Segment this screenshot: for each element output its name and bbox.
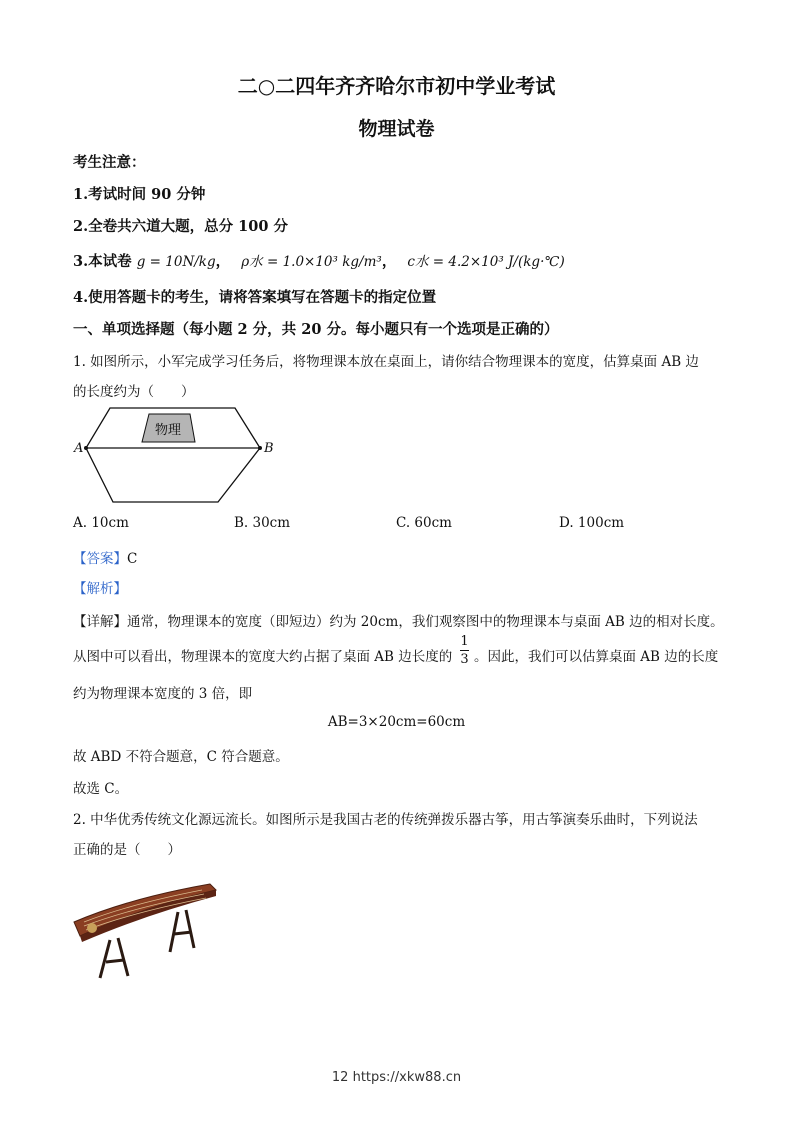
- answer-tag: 【答案】: [73, 551, 127, 567]
- footer: 12 https://xkw88.cn: [331, 1070, 462, 1085]
- conclusion-1: 故 ABD 不符合题意，C 符合题意。: [73, 749, 289, 765]
- book-label: 物理: [154, 423, 182, 438]
- fraction-denominator: 3: [460, 652, 469, 667]
- constant-g: g = 10N/kg: [136, 254, 216, 270]
- detail-line-3: 约为物理课本宽度的 3 倍，即: [73, 686, 253, 702]
- note-item-2: 2.全卷共六道大题，总分 100 分: [73, 218, 288, 235]
- question-2-line-2: 正确的是（ ）: [73, 842, 181, 858]
- note-item-3: 3.本试卷 g = 10N/kg， ρ水 = 1.0×10³ kg/m³， c水 = 4.2×10³ J/(kg·℃): [73, 253, 565, 270]
- conclusion-2: 故选 C。: [73, 781, 129, 797]
- point-a: [84, 446, 88, 450]
- answer-row: [73, 547, 137, 567]
- question-1-line-1: 1. 如图所示，小军完成学习任务后，将物理课本放在桌面上，请你结合物理课本的宽度，估算桌面 AB 边: [73, 354, 699, 370]
- detail-line-2b: 。因此，我们可以估算桌面 AB 边的长度: [474, 649, 719, 665]
- guzheng-image: [70, 878, 222, 988]
- option-c: C. 60cm: [396, 515, 452, 531]
- constant-rho-water: ρ水 = 1.0×10³ kg/m³: [241, 254, 382, 270]
- question-2-line-1: 2. 中华优秀传统文化源远流长。如图所示是我国古老的传统弹拨乐器古筝，用古筝演奏乐曲时，下列说法: [73, 812, 698, 828]
- note-item-4: 4.使用答题卡的考生，请将答案填写在答题卡的指定位置: [73, 289, 437, 306]
- detail-tag: 【详解】: [73, 614, 127, 630]
- analysis-tag: 【解析】: [73, 581, 127, 597]
- section-heading: 一、单项选择题（每小题 2 分，共 20 分。每小题只有一个选项是正确的）: [73, 321, 559, 338]
- subject-title: 物理试卷: [358, 118, 435, 140]
- constant-c-water: c水 = 4.2×10³ J/(kg·℃): [407, 254, 565, 270]
- equation: AB=3×20cm=60cm: [327, 714, 466, 730]
- fraction-numerator: 1: [460, 634, 469, 649]
- detail-line-1: 【详解】通常，物理课本的宽度（即短边）约为 20cm，我们观察图中的物理课本与桌面 AB 边的相对长度。: [73, 614, 724, 630]
- answer-value: C: [127, 551, 138, 567]
- question-1-line-2: 的长度约为（ ）: [73, 384, 195, 400]
- option-d: D. 100cm: [559, 515, 625, 531]
- label-b: B: [264, 441, 274, 456]
- note-item-3-prefix: 3.本试卷: [73, 253, 132, 270]
- detail-line-2a: 从图中可以看出，物理课本的宽度大约占据了桌面 AB 边长度的: [73, 649, 453, 665]
- desk-figure: [70, 404, 280, 506]
- option-b: B. 30cm: [234, 515, 291, 531]
- option-a: A. 10cm: [73, 515, 129, 531]
- exam-title: 二○二四年齐齐哈尔市初中学业考试: [237, 74, 556, 98]
- fraction-one-third: [460, 634, 469, 667]
- notes-heading: 考生注意：: [73, 154, 146, 171]
- note-item-1: 1.考试时间 90 分钟: [73, 186, 206, 203]
- point-b: [258, 446, 262, 450]
- label-a: A: [74, 441, 84, 456]
